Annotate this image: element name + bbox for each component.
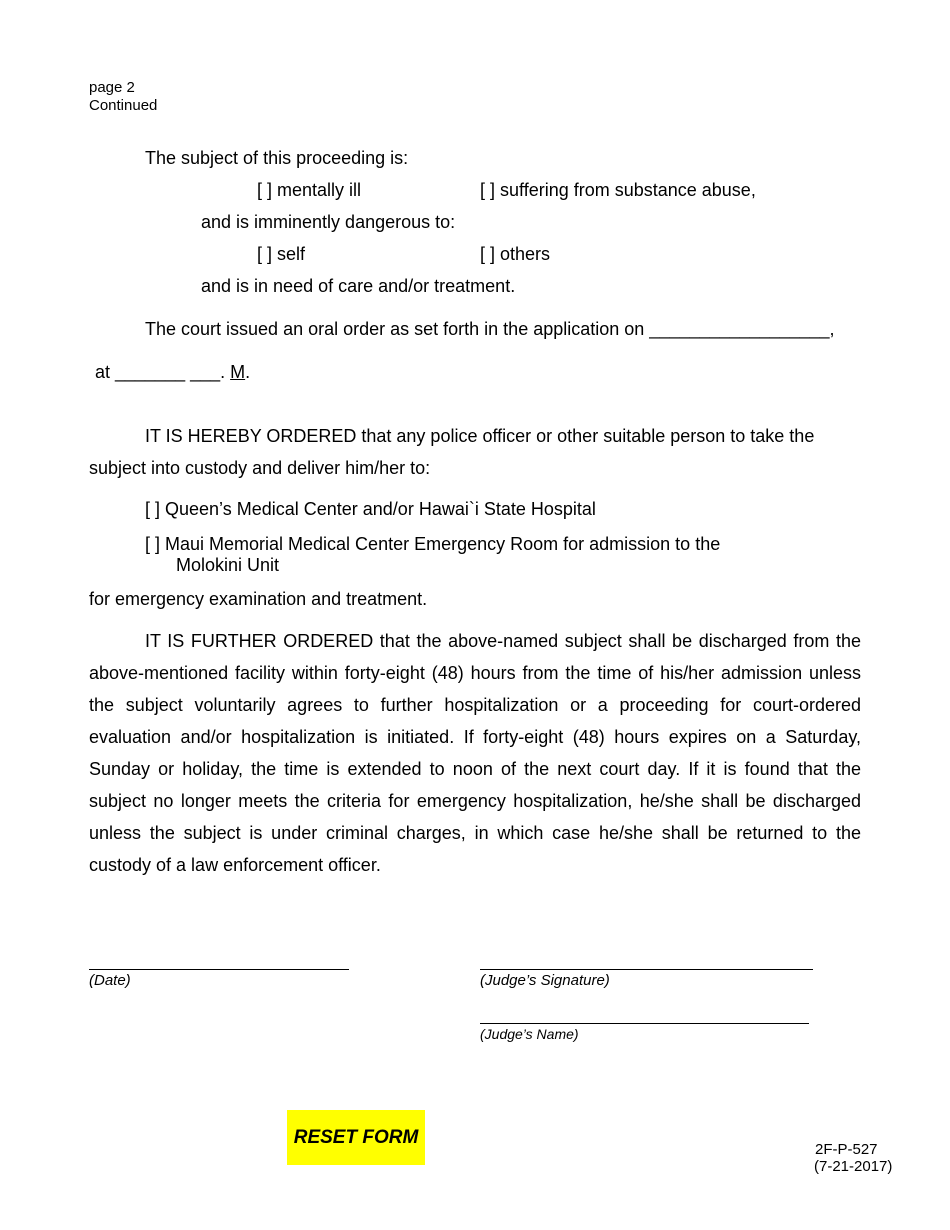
judge-signature-label: (Judge’s Signature) [480,972,610,989]
checkbox-substance-abuse[interactable]: [ ] suffering from substance abuse, [480,180,756,200]
order-hereby-line2: subject into custody and deliver him/her to: [89,458,431,478]
checkbox-maui-memorial[interactable]: [ ] Maui Memorial Medical Center Emergency Room for admission to the [145,534,721,554]
checkbox-queens-medical[interactable]: [ ] Queen’s Medical Center and/or Hawai`i State Hospital [145,499,596,519]
subject-intro: The subject of this proceeding is: [145,148,409,168]
meridiem-marker: M [230,362,246,382]
time-prefix: at _______ ___. [95,362,231,382]
continued-label: Continued [89,97,158,114]
oral-order-time-field[interactable] [95,361,250,383]
date-label: (Date) [89,972,131,989]
order-purpose: for emergency examination and treatment. [89,589,428,609]
judge-name-label: (Judge’s Name) [480,1026,579,1042]
form-date: (7-21-2017) [814,1158,893,1175]
checkbox-mentally-ill[interactable]: [ ] mentally ill [257,180,362,200]
oral-order-date-field[interactable]: The court issued an oral order as set forth in the application on __________________, [145,319,835,339]
date-line[interactable] [89,969,349,970]
checkbox-others[interactable]: [ ] others [480,244,551,264]
judge-signature-line[interactable] [480,969,813,970]
judge-name-line[interactable] [480,1023,809,1024]
time-period: . [245,362,251,382]
page-number: page 2 [89,79,135,96]
order-hereby-line1: IT IS HEREBY ORDERED that any police officer or other suitable person to take the [145,426,815,446]
care-statement: and is in need of care and/or treatment. [201,276,516,296]
checkbox-self[interactable]: [ ] self [257,244,306,264]
reset-form-button[interactable]: RESET FORM [287,1110,425,1165]
maui-memorial-unit: Molokini Unit [176,555,280,575]
danger-intro: and is imminently dangerous to: [201,212,456,232]
order-further-text: IT IS FURTHER ORDERED that the above-named subject shall be discharged from the above-mentioned facility within forty-eight (48) hours from the time of his/her admission unless the subject voluntarily agrees to further hospitalization or a proceeding for court-ordered evaluation and/or hospitalization is initiated. If forty-eight (48) hours expires on a Saturday, Sunday or holiday, the time is extended to noon of the next court day. If it is found that the subject no longer meets the criteria for emergency hospitalization, he/she shall be discharged unless the subject is under criminal charges, in which case he/she shall be returned to the custody of a law enforcement officer. [89,631,861,875]
form-number: 2F-P-527 [815,1141,878,1158]
order-further-paragraph [89,625,861,881]
